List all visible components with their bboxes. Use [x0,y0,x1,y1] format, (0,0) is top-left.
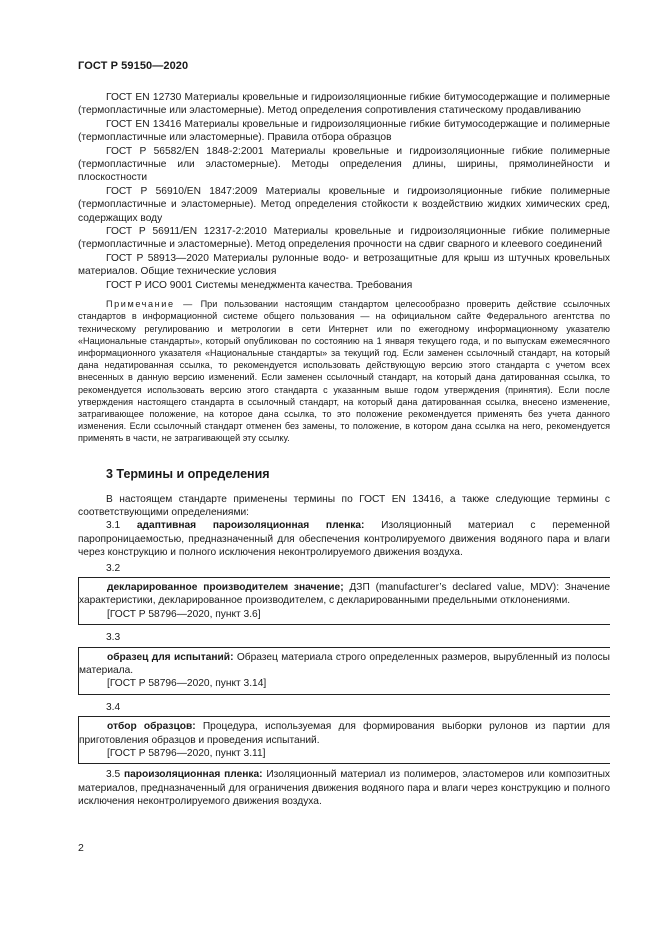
term-3-2 [79,581,610,608]
term-3-4 [79,720,610,747]
term-name: пароизоляционная пленка: [123,769,263,781]
term-source-ref: [ГОСТ Р 58796—2020, пункт 3.6] [107,608,261,620]
reference-item: ГОСТ Р 56910/EN 1847:2009 Материалы кровельные и гидроизоляционные гибкие полимерные (термопластичные и эластомерные). Метод определения стойкости к воздействию жидких химических сред, содержащих воду [78,185,610,224]
term-number: 3.5 [106,769,121,781]
section-heading: 3 Термины и определения [106,466,270,481]
reference-item: ГОСТ Р 58913—2020 Материалы рулонные водо- и ветрозащитные для крыш из штучных кровельных материалов. Общие технические условия [78,252,610,278]
reference-item: ГОСТ EN 12730 Материалы кровельные и гидроизоляционные гибкие битумосодержащие и полимерные (термопластичные или эластомерные). Метод определения сопротивления статическому продавливанию [78,92,610,117]
term-name: декларированное производителем значение; [107,581,344,593]
term-definition: Изоляционный материал с переменной паропроницаемостью, предназначенный для обеспечения контролируемого движения водяного пара и влаги через конструкцию и полного исключения неконтролируемого движения воздуха. [78,520,610,559]
term-name: отбор образцов: [107,721,196,733]
term-name: адаптивная пароизоляционная пленка: [136,520,365,532]
section-intro: В настоящем стандарте применены термины по ГОСТ EN 13416, а также следующие термины с соответствующими определениями: [78,493,610,518]
term-definition: ДЗП (manufacturer’s declared value, MDV): Значение характеристики, декларированное производителем, с декларированными предельными отклонениями. [79,581,610,607]
term-source-ref: [ГОСТ Р 58796—2020, пункт 3.11] [107,748,266,760]
term-definition: Изоляционный материал из полимеров, эластомеров или композитных материалов, предназначенный для ограничения движения водяного пара и влаги через конструкцию и полного исключения неконтролируемого движения воздуха. [78,769,610,808]
note-paragraph [78,298,610,444]
term-number: 3.3 [106,632,121,644]
term-box-3-2 [78,577,610,625]
term-name: образец для испытаний: [107,651,234,663]
page-content [78,91,610,809]
reference-item: ГОСТ EN 13416 Материалы кровельные и гидроизоляционные гибкие битумосодержащие и полимерные (термопластичные или эластомерные). Правила отбора образцов [78,118,610,144]
reference-item: ГОСТ Р ИСО 9001 Системы менеджмента качества. Требования [106,279,413,291]
term-3-1 [78,519,610,559]
term-source-ref: [ГОСТ Р 58796—2020, пункт 3.14] [107,678,267,690]
term-number: 3.2 [106,562,121,574]
document-header: ГОСТ Р 59150—2020 [78,60,189,72]
term-box-3-4 [78,716,610,764]
term-3-3 [79,651,610,678]
reference-item: ГОСТ Р 56911/EN 12317-2:2010 Материалы кровельные и гидроизоляционные гибкие полимерные (термопластичные и эластомерные). Метод определения прочности на сдвиг сварного и клеевого соединений [78,226,610,251]
term-number: 3.1 [106,520,121,532]
note-text: При пользовании настоящим стандартом целесообразно проверить действие ссылочных стандартов в информационной системе общего пользования — на официальном сайте Федерального агентства по техническому регулированию и метрологии в сети Интернет или по ежегодному информационному указателю «Национальные стандарты», который опубликован по состоянию на 1 января текущего года, и по выпускам ежемесячного информационного указателя «Национальные стандарты» за текущий год. Если заменен ссылочный стандарт, на который дана недатированная ссылка, то рекомендуется использовать действующую версию этого стандарта с учетом всех внесенных в данную версию изменений. Если заменен ссылочный стандарт, на который дана датированная ссылка, то рекомендуется использовать версию этого стандарта с указанным выше годом утверждения (принятия). Если после утверждения настоящего стандарта в ссылочный стандарт, на который дана датированная ссылка, внесено изменение, затрагивающее положение, на которое дана ссылка, то это положение рекомендуется применять без учета данного изменения. Если ссылочный стандарт отменен без замены, то положение, в котором дана ссылка на него, рекомендуется применять в части, не затрагивающей эту ссылку. [78,299,610,444]
term-box-3-3 [78,647,610,695]
term-3-5 [78,768,610,808]
term-definition: Образец материала строго определенных размеров, вырубленный из полосы материала. [79,651,610,676]
term-definition: Процедура, используемая для формирования выборки рулонов из партии для приготовления образцов и проведения испытаний. [79,721,610,746]
reference-item: ГОСТ Р 56582/EN 1848-2:2001 Материалы кровельные и гидроизоляционные гибкие полимерные (термопластичные или эластомерные). Методы определения длины, ширины, прямолинейности и плоскостности [78,145,610,184]
note-label: Примечание — [106,299,194,310]
term-number: 3.4 [106,701,121,713]
page-number: 2 [78,842,84,854]
